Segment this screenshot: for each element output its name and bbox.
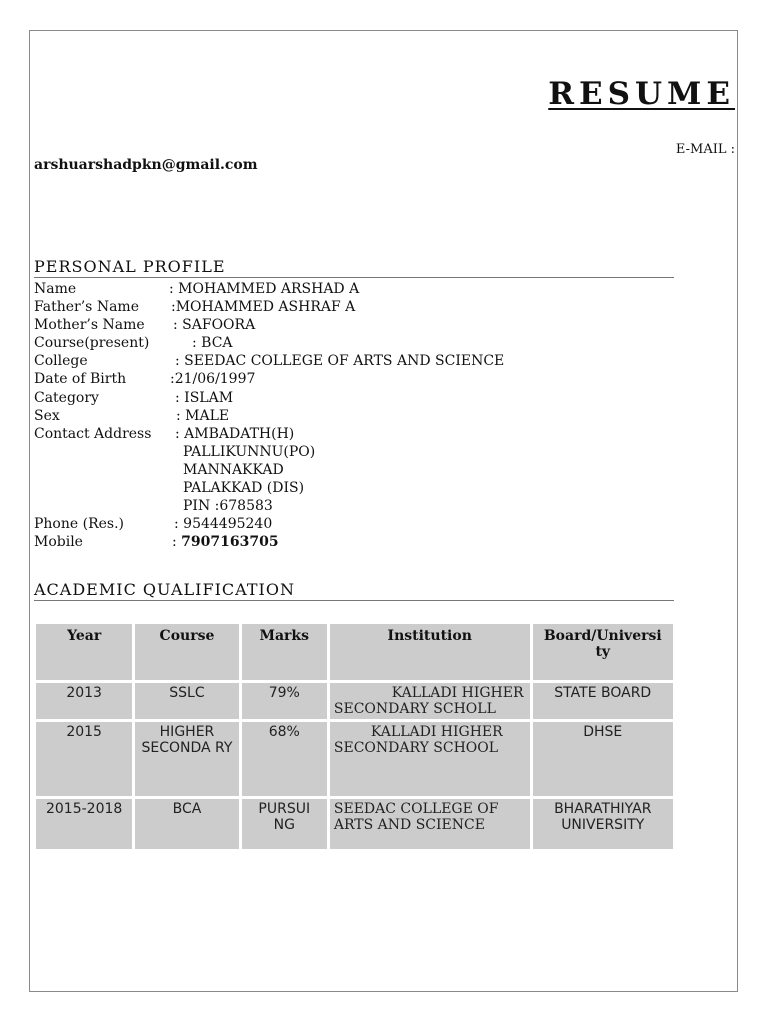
profile-value: : SAFOORA — [173, 317, 256, 334]
profile-label: Mother’s Name — [34, 317, 145, 334]
profile-value — [172, 533, 279, 551]
cell-institution — [330, 799, 530, 849]
cell-board: STATE BOARD — [533, 683, 673, 719]
profile-value: : 9544495240 — [174, 516, 273, 533]
profile-value: :MOHAMMED ASHRAF A — [171, 299, 356, 316]
table-header-row — [36, 624, 673, 680]
personal-profile-heading: PERSONAL PROFILE — [34, 258, 674, 278]
profile-label: Sex — [34, 407, 60, 424]
profile-value: : SEEDAC COLLEGE OF ARTS AND SCIENCE — [175, 353, 505, 370]
profile-value: : BCA — [192, 335, 233, 352]
profile-label: Phone (Res.) — [34, 516, 125, 533]
profile-label: Date of Birth — [34, 371, 127, 388]
cell-marks: PURSUI NG — [242, 799, 327, 849]
cell-year: 2015-2018 — [36, 799, 132, 849]
mobile-number: 7907163705 — [181, 534, 279, 551]
table-row — [36, 799, 673, 849]
cell-course: HIGHER SECONDA RY — [135, 722, 238, 796]
cell-marks: 79% — [242, 683, 327, 719]
institution-line: KALLADI HIGHER — [370, 724, 503, 740]
cell-year: 2015 — [36, 722, 132, 796]
cell-marks: 68% — [242, 722, 327, 796]
profile-value: : MOHAMMED ARSHAD A — [169, 281, 360, 297]
profile-label: Contact Address — [34, 425, 152, 442]
profile-label: Category — [34, 389, 99, 406]
profile-value: : ISLAM — [175, 389, 234, 406]
email-value: arshuarshadpkn@gmail.com — [34, 157, 258, 173]
profile-value: : AMBADATH(H) — [175, 425, 295, 442]
profile-label: Course(present) — [34, 335, 150, 352]
table-row — [36, 683, 673, 719]
institution-line: SEEDAC COLLEGE OF — [333, 801, 499, 817]
profile-label: Name — [34, 281, 77, 297]
profile-value: : MALE — [176, 407, 230, 424]
profile-label: Father’s Name — [34, 299, 139, 316]
column-header-year: Year — [36, 624, 132, 680]
table-row — [36, 722, 673, 796]
cell-institution — [330, 722, 530, 796]
institution-line: KALLADI HIGHER — [391, 685, 524, 701]
column-header-board: Board/Universi ty — [533, 624, 673, 680]
column-header-marks: Marks — [242, 624, 327, 680]
email-label: E-MAIL : — [675, 142, 735, 157]
institution-line: SECONDARY SCHOLL — [333, 701, 496, 717]
profile-value: MANNAKKAD — [183, 461, 284, 478]
cell-board: BHARATHIYAR UNIVERSITY — [533, 799, 673, 849]
profile-value: :21/06/1997 — [170, 371, 256, 388]
institution-line: ARTS AND SCIENCE — [333, 817, 485, 833]
resume-title: RESUME — [548, 76, 735, 112]
cell-board: DHSE — [533, 722, 673, 796]
profile-value: PALAKKAD (DIS) — [183, 480, 305, 497]
cell-course: BCA — [135, 799, 238, 849]
profile-label: Mobile — [34, 534, 83, 551]
profile-value: PALLIKUNNU(PO) — [183, 443, 316, 460]
profile-label: College — [34, 353, 88, 370]
cell-course: SSLC — [135, 683, 238, 719]
cell-institution — [330, 683, 530, 719]
column-header-institution: Institution — [330, 624, 530, 680]
institution-line: SECONDARY SCHOOL — [333, 740, 499, 756]
column-header-course: Course — [135, 624, 238, 680]
cell-year: 2013 — [36, 683, 132, 719]
mobile-prefix: : — [172, 534, 182, 551]
profile-value: PIN :678583 — [183, 498, 273, 515]
academic-table — [33, 621, 676, 852]
academic-qualification-heading: ACADEMIC QUALIFICATION — [34, 581, 674, 601]
